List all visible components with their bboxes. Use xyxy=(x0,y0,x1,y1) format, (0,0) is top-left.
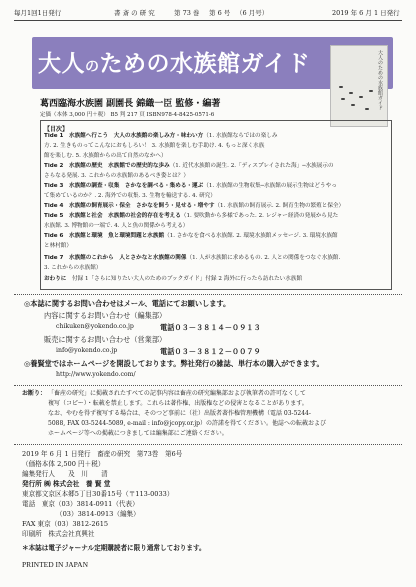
book-title-particle: の xyxy=(85,59,100,75)
notice-line: なお、やむを得ず複写する場合は、そのつど事前に（社）出版者著作権管理機構（電話 03-5244- xyxy=(48,410,311,417)
book-title-main: 大人 xyxy=(38,51,85,77)
toc-line: と林村館） xyxy=(44,243,72,249)
header-rule xyxy=(14,20,402,21)
fish-icon xyxy=(341,98,345,100)
toc-line: さらなる発展. 3. これからの水族館のあるべき姿とは？） xyxy=(44,173,189,179)
colophon-editor: 編集発行人 及 川 清 xyxy=(22,470,108,478)
colophon-printer: 印刷所 株式会社真興社 xyxy=(22,530,95,538)
sales-phone: 電話０３－３８１２－００７９ xyxy=(160,347,261,356)
toc-line: 方. 2. 生きものってこんなにおもしろい！ 3. 水族館を楽しむ手助け. 4. もっと深く水族 xyxy=(44,143,265,149)
book-price-info: 定価（本体 3,000 円＋税） B5 判 217 頁 ISBN978-4-8425-0571-6 xyxy=(40,112,215,118)
colophon-date: 2019 年 6 月 1 日発行 畜産の研究 第73巻 第6号 xyxy=(22,450,183,458)
fish-icon xyxy=(369,90,373,92)
homepage-notice: ◎養賢堂ではホームページを開設しております。弊社発行の雑誌、単行本の購入ができます。 xyxy=(24,359,324,368)
sales-contact-label: 販売に関するお問い合わせ（営業部） xyxy=(44,335,167,344)
fish-icon xyxy=(365,108,369,110)
divider xyxy=(14,385,402,386)
colophon-tel-editorial: （03）3814-0913（編集） xyxy=(56,510,140,518)
homepage-url[interactable]: http://www.yokendo.com/ xyxy=(56,371,136,378)
contact-intro: ◎本誌に関するお問い合わせはメール、電話にてお願いします。 xyxy=(24,299,231,308)
toc-line: 水族館. 3. 博物館の一端で. 4. 人と魚の関係から考える） xyxy=(44,223,189,229)
toc-line: Tide 5 水族館と社会 水族館の社会的存在を考える（1. 要吹動から多様であった. 2. レジャー経済の発展から見た xyxy=(44,213,339,219)
header-journal-title: 書 斎 の 研 究 xyxy=(114,9,155,17)
book-author: 葛西臨海水族園 副園長 錦織一臣 監修・編著 xyxy=(40,99,221,109)
editorial-contact-label: 内容に関するお問い合わせ（編集部） xyxy=(44,311,167,320)
toc-line: Tide 1 水族館へ行こう 大人の水族館の楽しみ方・味わい方（1. 水族館ならではの楽しみ xyxy=(44,133,278,139)
colophon-address: 東京都文京区本郷5丁目30番15号（〒113-0033） xyxy=(22,490,174,498)
issue-header xyxy=(14,8,402,18)
editorial-email[interactable]: chikuken@yokendo.co.jp xyxy=(56,323,134,330)
colophon-fax: FAX 東京（03）3812-2615 xyxy=(22,520,109,528)
notice-line: 5088, FAX 03-5244-5089, e-mail : info@jcopy.or.jp）の許諾を得てください。他誌への転載および xyxy=(48,420,327,427)
header-issue: 第 6 号 xyxy=(209,9,231,17)
book-cover-image xyxy=(330,45,388,127)
editorial-phone: 電話０３－３８１４－０９１３ xyxy=(160,323,261,332)
printed-in-japan: PRINTED IN JAPAN xyxy=(22,560,88,569)
divider xyxy=(14,444,402,445)
notice-line: ホームページ等への掲載につきましては編集部にご連絡ください。 xyxy=(48,430,228,437)
sales-email[interactable]: info@yokendo.co.jp xyxy=(56,347,118,354)
notice-label: お断り： xyxy=(22,390,47,397)
book-title xyxy=(38,45,310,78)
divider xyxy=(14,294,402,295)
toc-line: 館を楽しむ. 5. 水族館からの出て自然のなかへ） xyxy=(44,153,167,159)
toc-line: 3. これからの水族館） xyxy=(44,265,102,271)
colophon-tel: 電話 東京（03）3814-0911（代表） xyxy=(22,500,139,508)
toc-line: て集めているのか？. 2. 海外での収集. 3. 生物を輸送する. 4. 研究） xyxy=(44,193,216,199)
book-title-rest: ための水族館ガイド xyxy=(99,51,311,77)
toc-heading: 【目次】 xyxy=(44,126,69,133)
colophon-note: ＊本誌は電子ジャーナル定期購読者に限り通常しております。 xyxy=(22,544,206,552)
notice-line: 「畜産の研究」に掲載されたすべての記事内容は畜産の研究編集部および執筆者の許可なくして xyxy=(48,390,306,397)
header-frequency: 毎月1回1日発行 xyxy=(14,9,62,17)
fish-icon xyxy=(349,92,353,94)
toc-line: Tide 4 水族館の飼育展示・保全 さかなを飼う・見せる・増やす（1. 水族館の飼育展示. 2. 飼育生物の繁殖と保全） xyxy=(44,203,345,209)
toc-line: Tide 3 水族館の調査・収集 さかなを調べる・集める・運ぶ（1. 水族館の生物収集─水族館の展示生物はどうやっ xyxy=(44,183,337,189)
colophon-publisher: 発行所 ㈱ 株式会社 養 賢 堂 xyxy=(22,480,111,488)
fish-icon xyxy=(351,104,355,106)
header-volume: 第 73 巻 xyxy=(174,9,200,17)
fish-icon xyxy=(339,86,343,88)
toc-line: Tide 2 水族館の歴史 水族館での歴史的な歩み（1. 近代水族館の誕生. 2.「ディスプレイされた海」─水族展示の xyxy=(44,163,334,169)
colophon-price: （価格本体 2,500 円＋税） xyxy=(22,460,105,468)
toc-line: Tide 7 水族館のこれから 人とさかなと水族館の関係（1. 人が水族館に求めるもの. 2. 人との関係をつなぐ水族館. xyxy=(44,255,341,261)
toc-line: Tide 6 水族館と環境 魚と環境問題と水族館（1. さかなを食べる水族館. 2. 環境水族館メッセージ. 3. 環境水族館 xyxy=(44,233,338,239)
notice-line: 複写（コピー）・転載を禁止します。これらは著作権、出版権などの侵害となることがあります。 xyxy=(48,400,308,407)
toc-line: おわりに 付録 1「さらに知りたい大人のためのブックガイド」付録 2 海外に行ったら訪れたい水族館 xyxy=(44,276,303,282)
fish-icon xyxy=(359,96,363,98)
header-date: 2019 年 6 月 1 日発行 xyxy=(332,9,400,17)
cover-title: 大人のための水族館ガイド xyxy=(377,50,383,110)
header-month: （6 月号） xyxy=(236,9,269,17)
